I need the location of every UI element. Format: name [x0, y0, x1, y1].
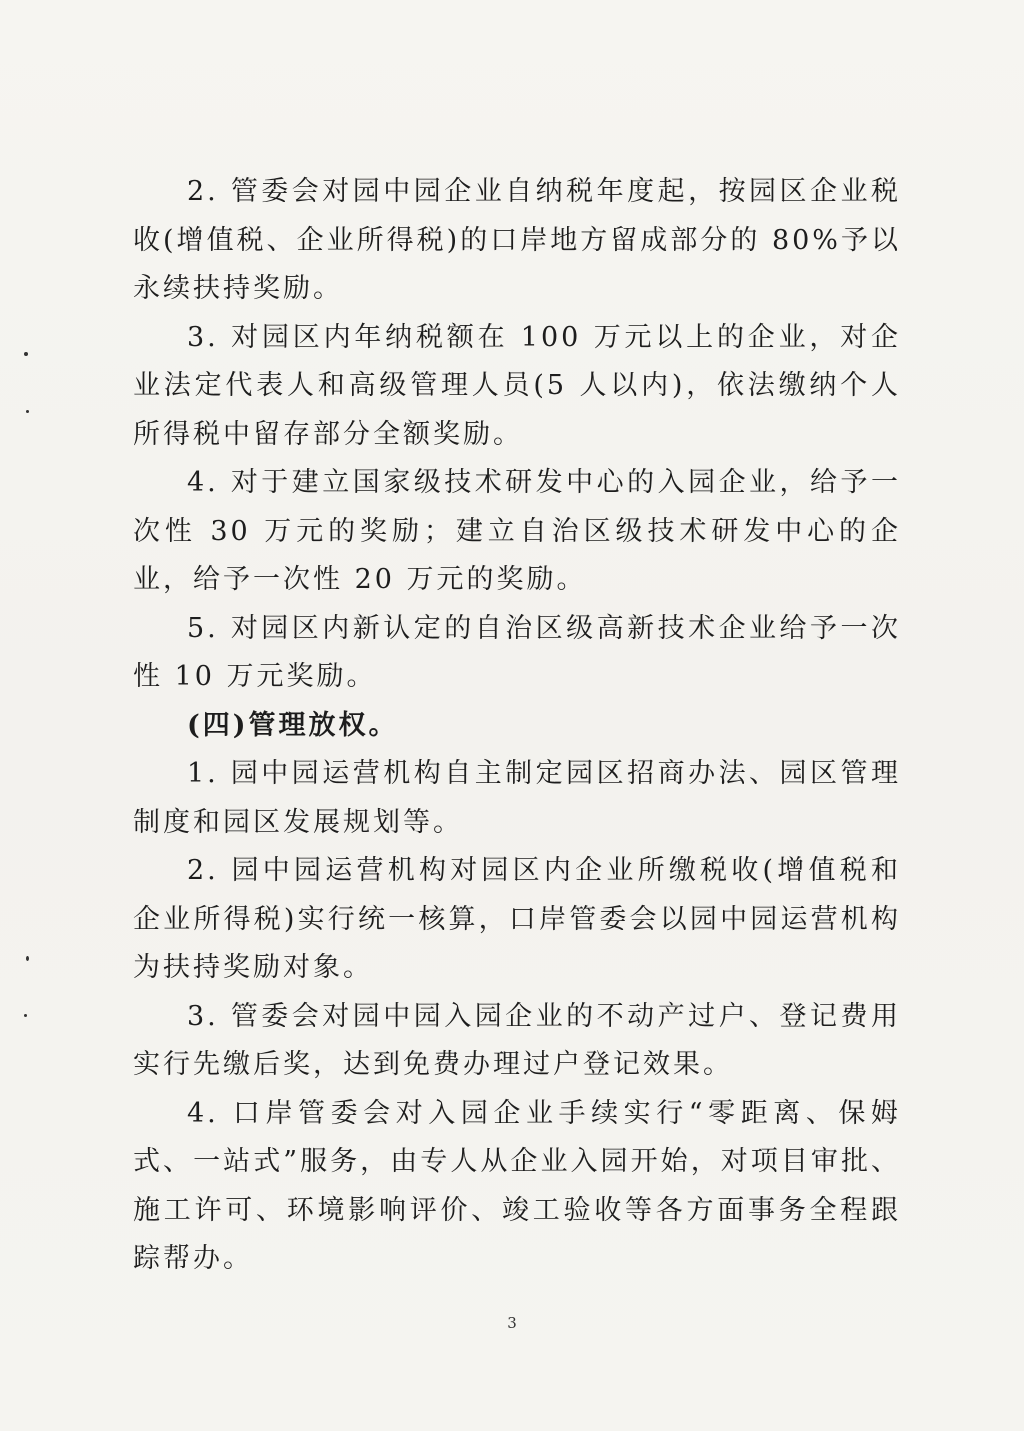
scan-speck — [26, 410, 29, 413]
section-heading-management: (四)管理放权。 — [187, 709, 399, 741]
paragraph-rd-center-reward: 4. 对于建立国家级技术研发中心的入园企业，给予一次性 30 万元的奖励；建立自治区级技术研发中心的企业，给予一次性 20 万元的奖励。 — [133, 467, 901, 595]
paragraph-tax-reward: 2. 管委会对园中园企业自纳税年度起，按园区企业税收(增值税、企业所得税)的口岸地方留成部分的 80%予以永续扶持奖励。 — [133, 176, 901, 304]
document-body — [133, 168, 901, 1284]
paragraph-unified-accounting: 2. 园中园运营机构对园区内企业所缴税收(增值税和企业所得税)实行统一核算，口岸管委会以园中园运营机构为扶持奖励对象。 — [133, 855, 901, 983]
paragraph-property-transfer: 3. 管委会对园中园入园企业的不动产过户、登记费用实行先缴后奖，达到免费办理过户登记效果。 — [133, 1000, 901, 1080]
scan-speck — [26, 956, 29, 961]
paragraph-high-tech-reward: 5. 对园区内新认定的自治区级高新技术企业给予一次性 10 万元奖励。 — [133, 612, 901, 692]
page-number: 3 — [507, 1314, 517, 1332]
paragraph-executive-tax-reward: 3. 对园区内年纳税额在 100 万元以上的企业，对企业法定代表人和高级管理人员(5 人以内)，依法缴纳个人所得税中留存部分全额奖励。 — [133, 321, 901, 450]
paragraph-one-stop-service: 4. 口岸管委会对入园企业手续实行“零距离、保姆式、一站式”服务，由专人从企业入园开始，对项目审批、施工许可、环境影响评价、竣工验收等各方面事务全程跟踪帮办。 — [133, 1097, 901, 1274]
scan-speck — [24, 352, 28, 356]
scan-speck — [24, 1014, 27, 1017]
paragraph-operator-autonomy: 1. 园中园运营机构自主制定园区招商办法、园区管理制度和园区发展规划等。 — [133, 758, 901, 838]
